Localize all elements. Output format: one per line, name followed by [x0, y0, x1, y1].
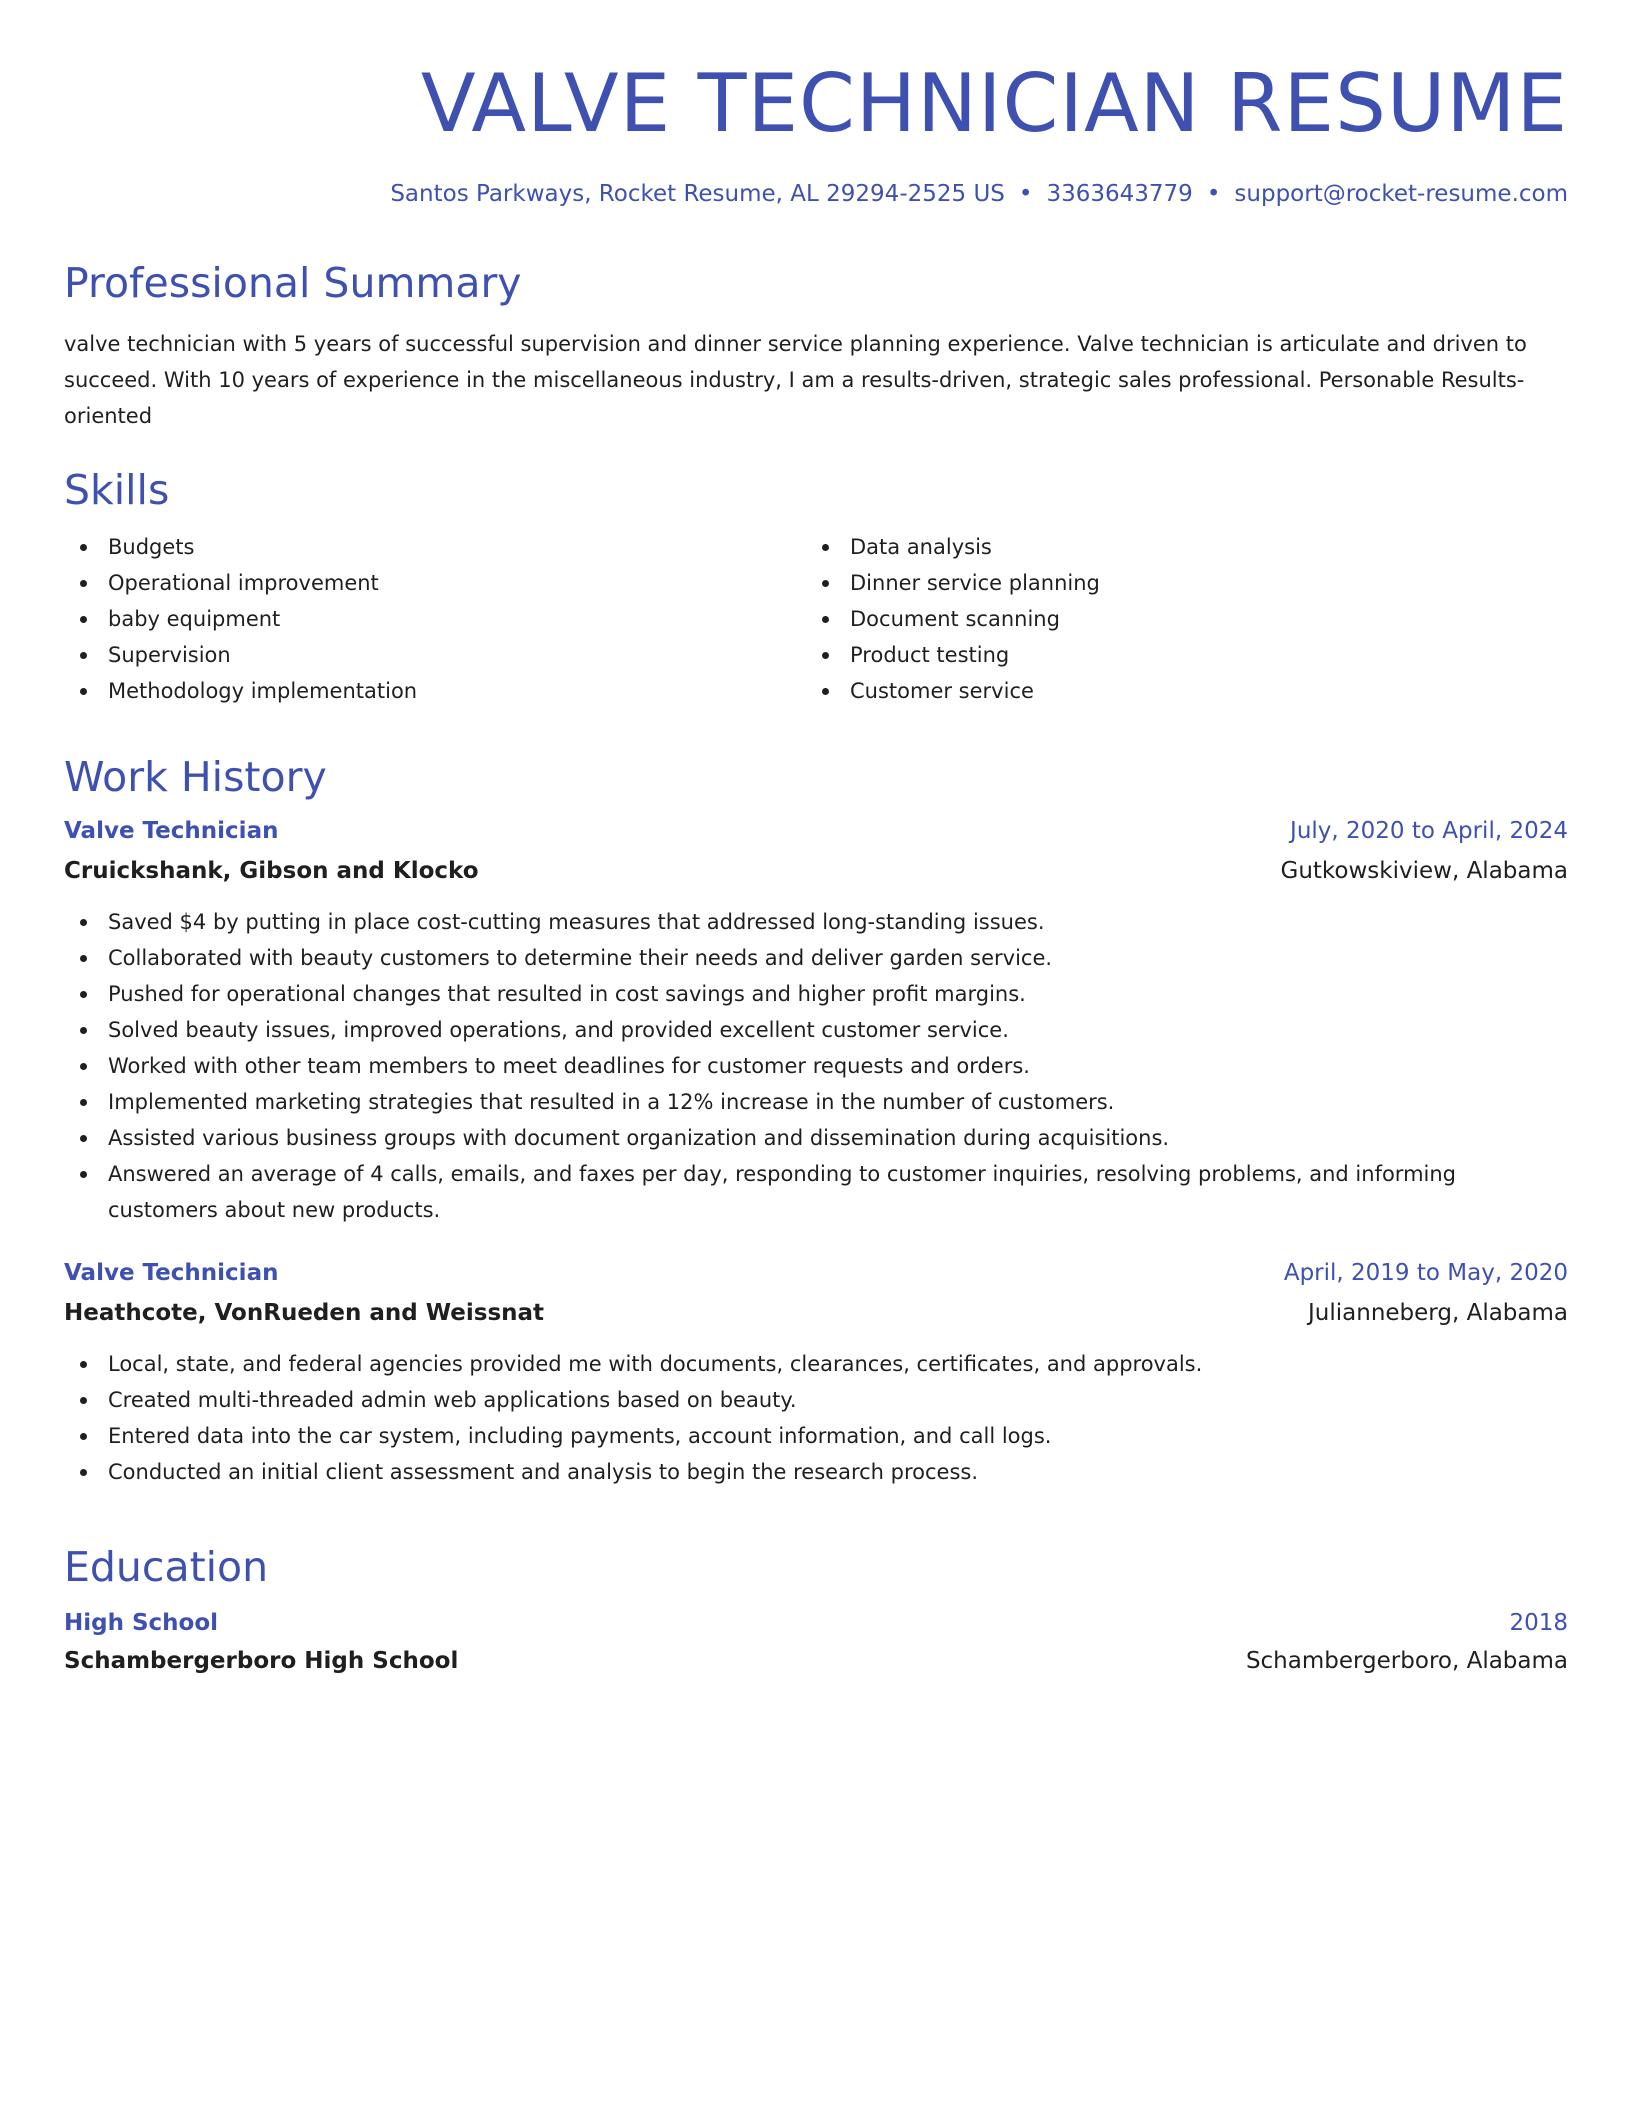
job-title: Valve Technician — [64, 818, 279, 844]
job-location: Julianneberg, Alabama — [1308, 1300, 1568, 1326]
job-bullet: Created multi-threaded admin web applications based on beauty. — [64, 1382, 1568, 1418]
skill-item: baby equipment — [64, 601, 806, 637]
skills-section — [64, 465, 1568, 709]
job-entry — [64, 1256, 1568, 1490]
work-history-heading: Work History — [64, 753, 327, 801]
contact-email: support@rocket-resume.com — [1234, 181, 1568, 207]
skill-item: Document scanning — [806, 601, 1548, 637]
job-entry — [64, 814, 1568, 1228]
contact-separator: • — [1018, 181, 1033, 207]
job-bullet: Assisted various business groups with document organization and dissemination during acquisitions. — [64, 1120, 1568, 1156]
skills-list-right — [806, 529, 1548, 709]
contact-phone: 3363643779 — [1046, 181, 1193, 207]
job-employer-row — [64, 854, 1568, 888]
skill-item: Customer service — [806, 673, 1548, 709]
skills-heading: Skills — [64, 466, 170, 514]
job-header — [64, 814, 1568, 848]
education-degree: High School — [64, 1610, 219, 1636]
job-dates: July, 2020 to April, 2024 — [1290, 818, 1568, 844]
job-employer-row — [64, 1296, 1568, 1330]
job-bullets — [64, 904, 1568, 1228]
job-bullets — [64, 1346, 1568, 1490]
summary-section — [64, 258, 1568, 434]
summary-text: valve technician with 5 years of successful supervision and dinner service planning experience. Valve technician is articulate and driven to succeed. With 10 years of experience in the miscellaneous industry, I am a results-driven, strategic sales professional. Personable Results-oriented — [64, 332, 1527, 428]
education-header — [64, 1606, 1568, 1640]
job-location: Gutkowskiview, Alabama — [1280, 858, 1568, 884]
education-section — [64, 1542, 1568, 1678]
job-bullet: Answered an average of 4 calls, emails, and faxes per day, responding to customer inquiries, resolving problems, and informing customers about new products. — [64, 1156, 1568, 1228]
skill-item: Operational improvement — [64, 565, 806, 601]
skill-item: Data analysis — [806, 529, 1548, 565]
skill-item: Budgets — [64, 529, 806, 565]
job-bullet: Saved $4 by putting in place cost-cutting measures that addressed long-standing issues. — [64, 904, 1568, 940]
skill-item: Product testing — [806, 637, 1548, 673]
summary-heading: Professional Summary — [64, 259, 522, 307]
job-bullet: Implemented marketing strategies that resulted in a 12% increase in the number of customers. — [64, 1084, 1568, 1120]
education-school-row — [64, 1644, 1568, 1678]
job-bullet: Worked with other team members to meet deadlines for customer requests and orders. — [64, 1048, 1568, 1084]
contact-separator: • — [1206, 181, 1221, 207]
job-dates: April, 2019 to May, 2020 — [1283, 1260, 1568, 1286]
work-history-section — [64, 752, 1568, 1490]
job-bullet: Conducted an initial client assessment and analysis to begin the research process. — [64, 1454, 1568, 1490]
job-title: Valve Technician — [64, 1260, 279, 1286]
education-year: 2018 — [1509, 1610, 1568, 1636]
contact-address: Santos Parkways, Rocket Resume, AL 29294-2525 US — [390, 181, 1005, 207]
skills-columns — [64, 529, 1568, 709]
education-location: Schambergerboro, Alabama — [1245, 1648, 1568, 1674]
job-bullet: Solved beauty issues, improved operations, and provided excellent customer service. — [64, 1012, 1568, 1048]
job-bullet: Local, state, and federal agencies provided me with documents, clearances, certificates, and approvals. — [64, 1346, 1568, 1382]
job-bullet: Pushed for operational changes that resulted in cost savings and higher profit margins. — [64, 976, 1568, 1012]
skill-item: Supervision — [64, 637, 806, 673]
job-header — [64, 1256, 1568, 1290]
education-heading: Education — [64, 1543, 269, 1591]
job-bullet: Collaborated with beauty customers to determine their needs and deliver garden service. — [64, 940, 1568, 976]
contact-line — [390, 178, 1568, 210]
skills-list-left — [64, 529, 806, 709]
job-employer: Heathcote, VonRueden and Weissnat — [64, 1300, 545, 1326]
skill-item: Dinner service planning — [806, 565, 1548, 601]
job-employer: Cruickshank, Gibson and Klocko — [64, 858, 479, 884]
education-school: Schambergerboro High School — [64, 1648, 459, 1674]
resume-title: VALVE TECHNICIAN RESUME — [420, 57, 1568, 150]
skill-item: Methodology implementation — [64, 673, 806, 709]
job-bullet: Entered data into the car system, including payments, account information, and call logs. — [64, 1418, 1568, 1454]
